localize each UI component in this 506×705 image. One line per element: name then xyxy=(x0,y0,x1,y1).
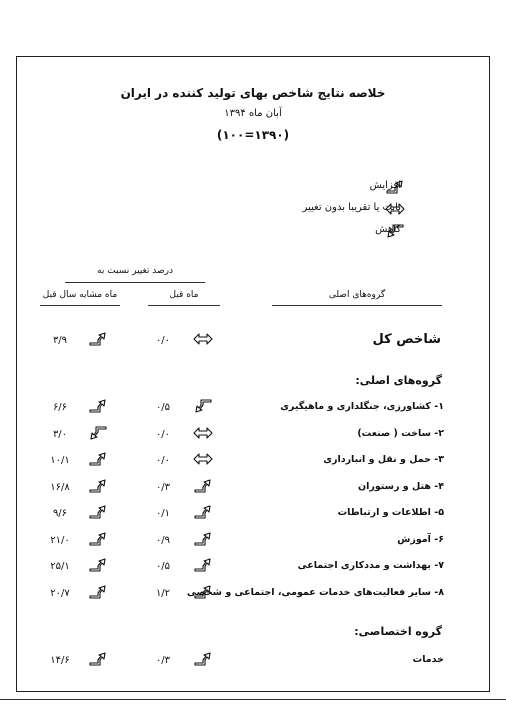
overall-month-value: ۰/۰ xyxy=(155,335,171,346)
document-subtitle: آبان ماه ۱۳۹۴ xyxy=(224,108,282,119)
increase-arrow-icon xyxy=(88,398,108,414)
increase-arrow-icon xyxy=(88,584,108,600)
group-row-label: ۷- بهداشت و مددکاری اجتماعی xyxy=(297,560,444,571)
group-row-label: ۴- هتل و رستوران xyxy=(357,480,444,492)
special-group-title: گروه اختصاصی: xyxy=(354,625,442,638)
col-prev-month-underline xyxy=(148,305,220,306)
increase-arrow-icon xyxy=(88,531,108,547)
year-change-value: ۱۰/۱ xyxy=(50,455,70,466)
month-change-value: ۰/۳ xyxy=(155,481,171,493)
increase-arrow-icon xyxy=(88,557,108,573)
month-change-value: ۰/۱ xyxy=(155,508,171,519)
month-change-value: ۰/۰ xyxy=(155,428,171,440)
col-header-groups: گروه‌های اصلی xyxy=(328,290,386,300)
increase-arrow-icon xyxy=(193,584,213,600)
col-groups-underline xyxy=(272,305,442,306)
increase-arrow-icon xyxy=(88,331,108,347)
increase-arrow-icon xyxy=(193,531,213,547)
overall-year-value: ۳/۹ xyxy=(52,335,68,346)
main-groups-title: گروه‌های اصلی: xyxy=(355,374,442,387)
group-row-label: ۸- سایر فعالیت‌های خدمات عمومی، اجتماعی و شخصی xyxy=(186,586,444,598)
group-row-label: ۵- اطلاعات و ارتباطات xyxy=(337,507,444,518)
group-row-label: ۶- آموزش xyxy=(397,533,444,545)
increase-arrow-icon xyxy=(88,651,108,667)
group-row-label: ۳- حمل و نقل و انبارداری xyxy=(323,454,444,465)
increase-arrow-icon xyxy=(193,557,213,573)
increase-arrow-icon xyxy=(88,451,108,467)
legend-decrease-label: کاهش xyxy=(375,224,401,235)
decrease-arrow-icon xyxy=(193,398,213,414)
stable-arrow-icon xyxy=(193,425,213,441)
legend-increase-label: افزایش xyxy=(369,180,401,191)
year-change-value: ۶/۶ xyxy=(52,402,68,413)
increase-arrow-icon xyxy=(193,504,213,520)
month-change-value: ۰/۵ xyxy=(155,561,171,572)
overall-label: شاخص کل xyxy=(372,332,441,347)
col-prev-year-underline xyxy=(40,305,120,306)
year-change-value: ۳/۰ xyxy=(52,428,68,440)
base-year: (۱۳۹۰=۱۰۰) xyxy=(216,128,290,142)
month-change-value: ۰/۳ xyxy=(155,655,171,666)
increase-arrow-icon xyxy=(88,504,108,520)
col-header-prev-year: ماه مشابه سال قبل xyxy=(42,290,118,300)
legend-stable-label: ثابت یا تقریبا بدون تغییر xyxy=(302,202,401,213)
increase-arrow-icon xyxy=(193,651,213,667)
document-title: خلاصه نتایج شاخص بهای تولید کننده در ایران xyxy=(120,86,386,100)
year-change-value: ۲۰/۷ xyxy=(50,587,70,599)
month-change-value: ۱/۲ xyxy=(155,587,171,599)
year-change-value: ۲۱/۰ xyxy=(50,534,70,546)
change-header: درصد تغییر نسبت به xyxy=(97,266,173,276)
group-row-label: خدمات xyxy=(412,654,444,665)
month-change-value: ۰/۰ xyxy=(155,455,171,466)
stable-arrow-icon xyxy=(193,331,213,347)
month-change-value: ۰/۵ xyxy=(155,402,171,413)
page-bottom-divider xyxy=(0,699,506,700)
increase-arrow-icon xyxy=(193,478,213,494)
change-header-underline xyxy=(65,282,205,283)
col-header-prev-month: ماه قبل xyxy=(169,290,199,300)
group-row-label: ۱- کشاورزی، جنگلداری و ماهیگیری xyxy=(280,401,444,412)
decrease-arrow-icon xyxy=(88,425,108,441)
stable-arrow-icon xyxy=(193,451,213,467)
group-row-label: ۲- ساخت ( صنعت) xyxy=(357,427,444,439)
year-change-value: ۱۴/۶ xyxy=(50,655,70,666)
month-change-value: ۰/۹ xyxy=(155,534,171,546)
increase-arrow-icon xyxy=(88,478,108,494)
year-change-value: ۱۶/۸ xyxy=(50,481,70,493)
year-change-value: ۲۵/۱ xyxy=(50,561,70,572)
year-change-value: ۹/۶ xyxy=(52,508,68,519)
